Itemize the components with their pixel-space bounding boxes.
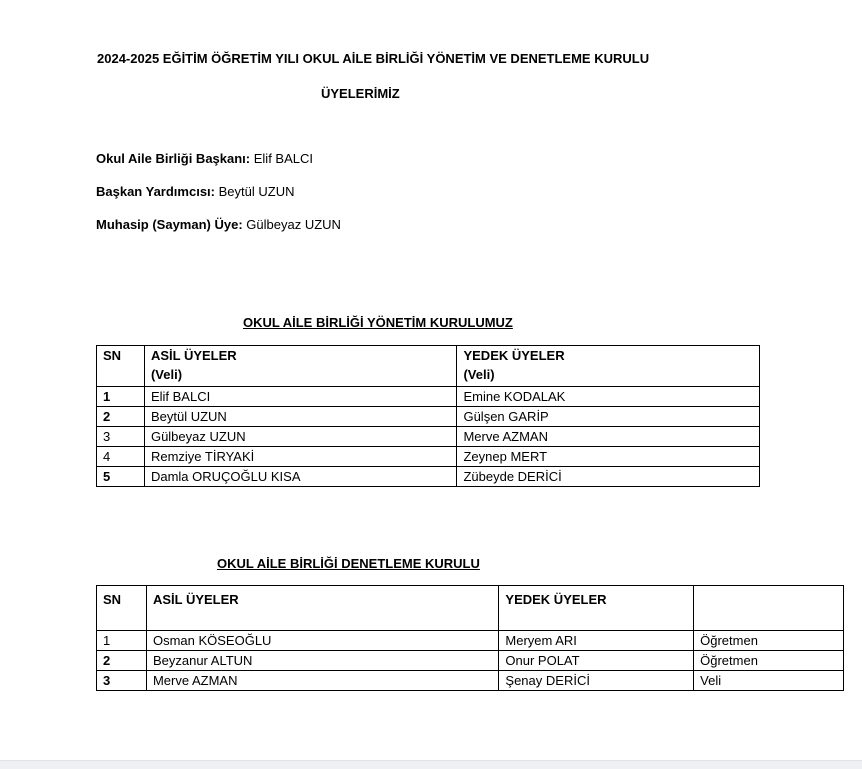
officer-treasurer	[96, 217, 341, 232]
cell-sn: 2	[97, 651, 147, 671]
management-table	[96, 345, 760, 487]
cell-sn: 3	[97, 671, 147, 691]
management-heading: OKUL AİLE BİRLİĞİ YÖNETİM KURULUMUZ	[243, 315, 513, 330]
cell-yedek: Şenay DERİCİ	[499, 671, 694, 691]
cell-asil: Beytül UZUN	[144, 407, 457, 427]
header-yedek: YEDEK ÜYELER	[499, 586, 694, 631]
cell-sn: 4	[97, 447, 145, 467]
header-sn: SN	[97, 346, 145, 387]
cell-yedek: Zübeyde DERİCİ	[457, 467, 760, 487]
officer-name: Beytül UZUN	[218, 184, 295, 199]
header-role	[694, 586, 844, 631]
cell-role: Öğretmen	[694, 651, 844, 671]
document-subtitle: ÜYELERİMİZ	[321, 86, 400, 101]
table-row	[97, 407, 760, 427]
audit-heading: OKUL AİLE BİRLİĞİ DENETLEME KURULU	[217, 556, 480, 571]
cell-sn: 1	[97, 387, 145, 407]
officer-president	[96, 151, 313, 166]
header-sn: SN	[97, 586, 147, 631]
header-yedek	[457, 346, 760, 387]
cell-asil: Beyzanur ALTUN	[146, 651, 498, 671]
header-asil-label: ASİL ÜYELER	[150, 348, 237, 363]
cell-sn: 1	[97, 631, 147, 651]
table-row	[97, 651, 844, 671]
table-header-row	[97, 346, 760, 387]
table-row	[97, 387, 760, 407]
table-row	[97, 447, 760, 467]
cell-role: Veli	[694, 671, 844, 691]
audit-table	[96, 585, 844, 691]
header-asil	[144, 346, 457, 387]
cell-sn: 2	[97, 407, 145, 427]
officer-role: Okul Aile Birliği Başkanı:	[96, 151, 251, 166]
table-row	[97, 671, 844, 691]
cell-yedek: Meryem ARI	[499, 631, 694, 651]
cell-sn: 5	[97, 467, 145, 487]
officer-name: Gülbeyaz UZUN	[246, 217, 341, 232]
officer-role: Başkan Yardımcısı:	[96, 184, 215, 199]
cell-yedek: Zeynep MERT	[457, 447, 760, 467]
cell-asil: Merve AZMAN	[146, 671, 498, 691]
cell-yedek: Merve AZMAN	[457, 427, 760, 447]
document-title: 2024-2025 EĞİTİM ÖĞRETİM YILI OKUL AİLE BİRLİĞİ YÖNETİM VE DENETLEME KURULU	[97, 51, 650, 66]
cell-asil: Remziye TİRYAKİ	[144, 447, 457, 467]
table-row	[97, 467, 760, 487]
cell-asil: Osman KÖSEOĞLU	[146, 631, 498, 651]
officer-name: Elif BALCI	[253, 151, 313, 166]
cell-yedek: Emine KODALAK	[457, 387, 760, 407]
cell-yedek: Gülşen GARİP	[457, 407, 760, 427]
cell-sn: 3	[97, 427, 145, 447]
cell-asil: Gülbeyaz UZUN	[144, 427, 457, 447]
officer-vice-president	[96, 184, 294, 199]
table-row	[97, 427, 760, 447]
cell-yedek: Onur POLAT	[499, 651, 694, 671]
table-row	[97, 631, 844, 651]
header-asil: ASİL ÜYELER	[146, 586, 498, 631]
cell-role: Öğretmen	[694, 631, 844, 651]
cell-asil: Damla ORUÇOĞLU KISA	[144, 467, 457, 487]
header-asil-sub: (Veli)	[150, 367, 183, 382]
table-header-row	[97, 586, 844, 631]
header-yedek-sub: (Veli)	[463, 367, 495, 382]
header-yedek-label: YEDEK ÜYELER	[463, 348, 565, 363]
officer-role: Muhasip (Sayman) Üye:	[96, 217, 243, 232]
cell-asil: Elif BALCI	[144, 387, 457, 407]
